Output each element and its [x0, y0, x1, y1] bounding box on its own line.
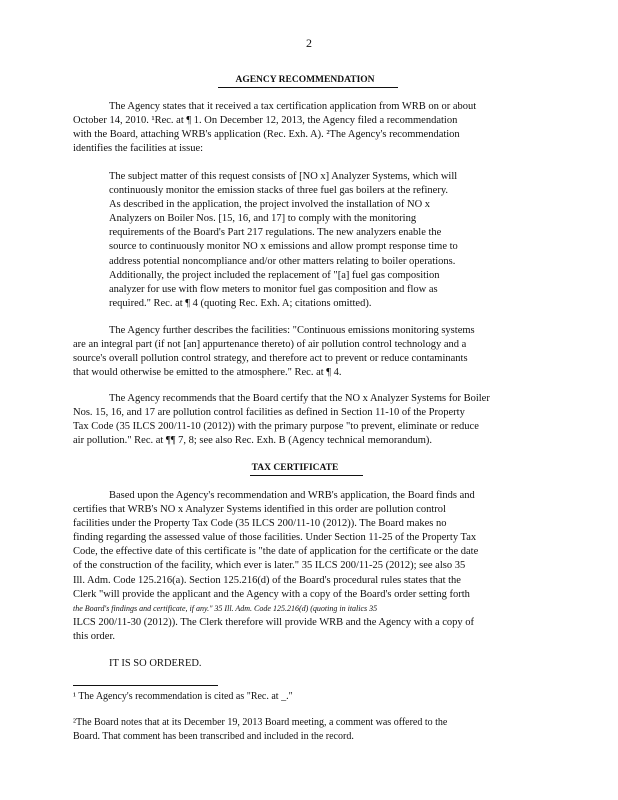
text-line: Additionally, the project included the replacement of "[a] fuel gas composition — [109, 269, 440, 281]
text-line: that would otherwise be emitted to the atmosphere." Rec. at ¶ 4. — [73, 367, 342, 379]
text-line: October 14, 2010. ¹Rec. at ¶ 1. On December 12, 2013, the Agency filed a recommendation — [73, 115, 458, 127]
text-line: Board. That comment has been transcribed and included in the record. — [73, 731, 354, 743]
text-line: are an integral part (if not [an] appurtenance thereto) of air pollution control technology and a — [73, 339, 467, 351]
text-line: of the construction of the facility, which ever is later." 35 ILCS 200/11-25 (2012); see also 35 — [73, 560, 466, 572]
paragraph-agency-statement — [73, 100, 476, 156]
text-line: ²The Board notes that at its December 19, 2013 Board meeting, a comment was offered to the — [73, 717, 448, 728]
text-line: analyzer for use with flow meters to monitor fuel gas composition and flow as — [109, 283, 438, 295]
section-heading-agency-recommendation: AGENCY RECOMMENDATION — [235, 75, 375, 85]
paragraph-tax-certificate — [73, 489, 478, 644]
text-line: Ill. Adm. Code 125.216(a). Section 125.216(d) of the Board's procedural rules states that the — [73, 574, 461, 586]
text-line: source to continuously monitor NO x emissions and allow prompt response time to — [109, 241, 458, 253]
text-line: required." Rec. at ¶ 4 (quoting Rec. Exh. A; citations omitted). — [109, 297, 372, 309]
text-line: address potential noncompliance and/or other matters relating to boiler operations. — [109, 255, 456, 267]
text-line: with the Board, attaching WRB's application (Rec. Exh. A). ²The Agency's recommendation — [73, 129, 460, 141]
text-line: As described in the application, the project involved the installation of NO x — [109, 199, 431, 211]
section-heading-tax-certificate: TAX CERTIFICATE — [251, 463, 339, 473]
text-line: The Agency recommends that the Board certify that the NO x Analyzer Systems for Boiler — [109, 393, 490, 404]
text-line: Tax Code (35 ILCS 200/11-10 (2012)) with the primary purpose "to prevent, eliminate or reduce — [73, 421, 479, 433]
text-line: certifies that WRB's NO x Analyzer Systems identified in this order are pollution control — [73, 504, 446, 516]
text-line: this order. — [73, 630, 115, 642]
text-line: Clerk "will provide the applicant and the Agency with a copy of the Board's order setting forth — [73, 588, 470, 600]
text-line: the Board's findings and certificate, if any." 35 Ill. Adm. Code 125.216(d) (quoting in italics 35 — [73, 603, 378, 613]
text-line: source's overall pollution control strategy, and therefore act to prevent or reduce contaminants — [73, 353, 468, 365]
text-line: Code, the effective date of this certificate is "the date of application for the certificate or the date — [73, 546, 479, 558]
closing-order: IT IS SO ORDERED. — [109, 658, 202, 669]
footnote-2 — [73, 716, 447, 744]
text-line: continuously monitor the emission stacks of three fuel gas boilers at the refinery. — [109, 185, 449, 197]
text-line: The Agency further describes the facilities: "Continuous emissions monitoring systems — [109, 325, 475, 336]
block-quote — [109, 170, 458, 311]
footnote-1: ¹ The Agency's recommendation is cited as "Rec. at _." — [73, 691, 293, 702]
text-line: air pollution." Rec. at ¶¶ 7, 8; see also Rec. Exh. B (Agency technical memorandum). — [73, 435, 433, 447]
text-line: identifies the facilities at issue: — [73, 143, 204, 155]
paragraph-agency-recommendation — [73, 392, 490, 448]
text-line: Analyzers on Boiler Nos. [15, 16, and 17] to comply with the monitoring — [109, 213, 417, 225]
text-line: Nos. 15, 16, and 17 are pollution control facilities as defined in Section 11-10 of the Property — [73, 407, 465, 419]
footnote-divider — [73, 685, 218, 686]
text-line: The subject matter of this request consists of [NO x] Analyzer Systems, which will — [109, 171, 458, 182]
heading-underline — [218, 87, 398, 88]
text-line: facilities under the Property Tax Code (35 ILCS 200/11-10 (2012)). The Board makes no — [73, 518, 447, 530]
text-line: requirements of the Board's Part 217 regulations. The new analyzers enable the — [109, 227, 442, 239]
text-line: The Agency states that it received a tax certification application from WRB on or about — [109, 101, 477, 112]
page-number: 2 — [306, 36, 312, 50]
text-line: Based upon the Agency's recommendation and WRB's application, the Board finds and — [109, 490, 475, 501]
text-line: ILCS 200/11-30 (2012)). The Clerk therefore will provide WRB and the Agency with a copy of — [73, 616, 475, 628]
paragraph-agency-description — [73, 324, 475, 380]
heading-underline — [250, 475, 363, 476]
text-line: finding regarding the assessed value of those facilities. Under Section 11-25 of the Property Tax — [73, 532, 477, 544]
